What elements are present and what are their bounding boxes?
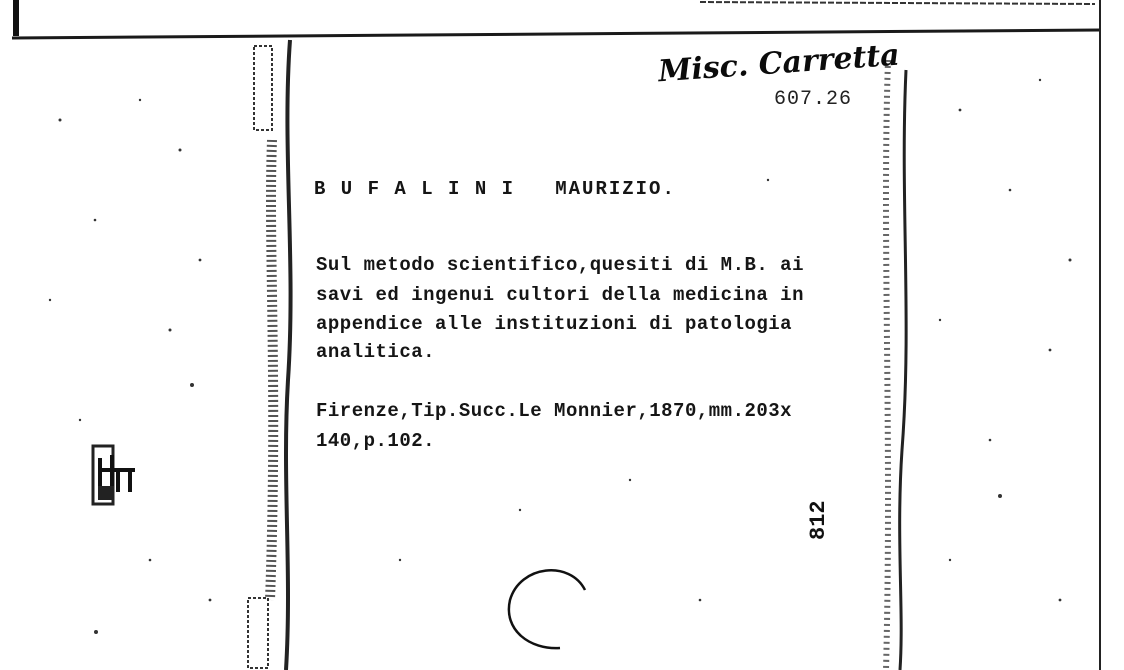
scan-speckles xyxy=(49,79,1072,634)
title-line-1: Sul metodo scientifico,quesiti di M.B. ai xyxy=(316,254,804,276)
imprint-line-1: Firenze,Tip.Succ.Le Monnier,1870,mm.203x xyxy=(316,400,793,422)
library-stamp-icon xyxy=(93,446,135,504)
collection-note: Misc. Carretta xyxy=(657,37,901,90)
title-line-4: analitica. xyxy=(316,341,436,363)
card-left-edge xyxy=(286,40,291,670)
shelf-mark: 607.26 xyxy=(774,88,853,111)
circle-mark xyxy=(509,570,585,648)
card-right-edge xyxy=(900,70,906,670)
author-heading: B U F A L I N I MAURIZIO. xyxy=(314,178,676,200)
left-tab-bottom xyxy=(248,598,268,668)
imprint-line-2: 140,p.102. xyxy=(316,430,436,452)
title-line-3: appendice alle instituzioni di patologia xyxy=(316,313,793,335)
card-right-edge-fuzz xyxy=(886,60,888,670)
title-line-2: savi ed ingenui cultori della medicina in xyxy=(316,284,804,306)
side-number: 812 xyxy=(806,500,831,540)
card-left-edge-fuzz xyxy=(270,140,273,600)
left-tab-top xyxy=(254,46,272,130)
